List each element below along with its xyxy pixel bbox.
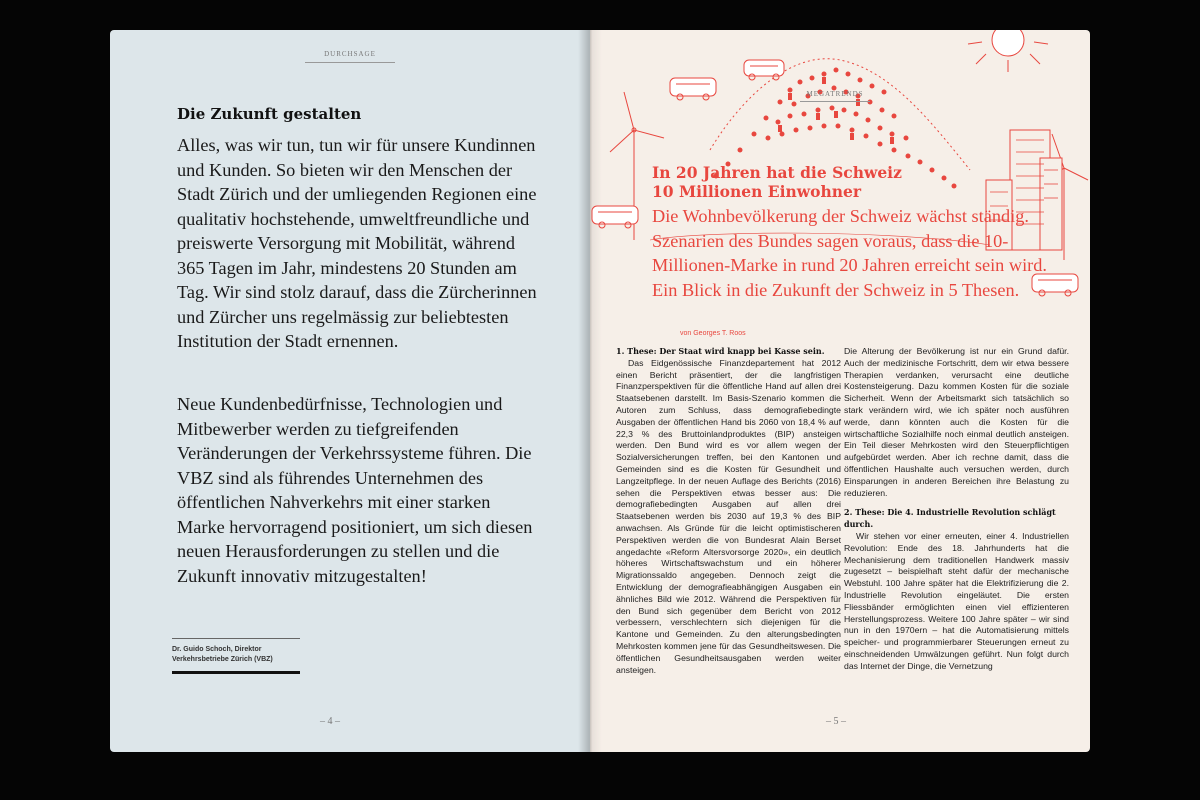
- article-lead: Die Wohnbevölkerung der Schweiz wächst ständig. Szenarien des Bundes sagen voraus, dass die 10-Millionen-Marke in rund 20 Jahren erreicht sein wird. Ein Blick in die Zukunft der Schweiz in 5 Thesen.: [652, 206, 1047, 300]
- text-column-right: [844, 346, 1069, 673]
- article-heading: [652, 163, 902, 201]
- page-number-left: – 4 –: [320, 716, 340, 727]
- credit-bar: [172, 671, 300, 674]
- heading-line-2: 10 Millionen Einwohner: [652, 182, 862, 201]
- thesis-1-title: 1. These: Der Staat wird knapp bei Kasse sein.: [616, 346, 825, 356]
- body-paragraph: Das Eidgenössische Finanzdepartement hat 2012 einen Bericht präsentiert, der die langfristigen Finanzperspektiven für die öffentliche Hand auf allen drei Staatsebenen darstellt. Im Basis-Szenario kommen die Autoren zum Schluss, dass demografiebedingte Ausgaben der öffentlichen Hand bis 2060 von 18,4 % auf 22,3 % des Bruttoinlandproduktes (BIP) ansteigen werden. Den Bund wird es vor allem wegen der Sozialversicherungen treffen, bei den Kantonen und Gemeinden sind es die Kosten für Gesundheit und Langzeitpflege. In der neuen Auflage des Berichts (2016) sehen die Perspektiven etwas besser aus: Die demografiebedingten Ausgaben auf allen drei Staatsebenen werden bis 2030 auf 19,3 % des BIP anwachsen. Als Gründe für die leicht optimistischeren Perspektiven werden die von Bundesrat Alain Berset angedachte «Reform Altersvorsorge 2020», ein deutlich höheres Wirtschaftswachstum und ein höherer Migrationssaldo angegeben. Dennoch zeigt die Entwicklung der demografieabhängigen Ausgaben ein ähnliches Bild wie 2012. Während die Perspektiven für den Bund sich gegenüber dem Bericht von 2012 verbessern, verschlechtern sich diejenigen für die Kantone und Gemeinden. Zu den alterungsbedingten Mehrkosten kommen jene für das Gesundheitswesen. Die öffentlichen Gesundheitsausgaben werden weiter ansteigen.: [616, 357, 841, 675]
- body-paragraph: Die Alterung der Bevölkerung ist nur ein Grund dafür. Auch der medizinische Fortschritt, dem wir etwa bessere Therapien verdanken, verursacht eine deutliche Kostensteigerung. Dazu kommen Kosten für die soziale Sicherheit. Wenn der Arbeitsmarkt sich tatsächlich so stark verändern wird, wie ich später noch ausführen werde, dann könnten auch die Kosten für die wirtschaftliche Sozialhilfe noch einmal deutlich ansteigen. Ein Teil dieser Mehrkosten wird den Steuerpflichtigen aufgebürdet werden. Aber ich rechne damit, dass die öffentlichen Haushalte auch versuchen werden, durch Einsparungen in anderen Bereichen ihre Belastung zu reduzieren.: [844, 346, 1069, 498]
- bus-icon: [592, 206, 638, 228]
- body-paragraph: Wir stehen vor einer erneuten, einer 4. Industriellen Revolution: Ende des 18. Jahrhunderts hat die Mechanisierung dem traditionellen Handwerk massiv zugesetzt – beispielhaft steht dafür der mechanische Webstuhl. 100 Jahre später hat die Elektrifizierung die 2. Industrielle Revolution eingeläutet. Die ersten Fliessbänder ermöglichten einen viel effizienteren Herstellungsprozess. Weitere 100 Jahre später – wir sind nun in den 1970ern – hat die Automatisierung mittels speicher- und programmierbarer Steuerungen erneut zu einschneidenden Umwälzungen geführt. Nun folgt durch das Internet der Dinge, die Vernetzung: [844, 530, 1069, 671]
- left-running-head: DURCHSAGE: [305, 50, 395, 63]
- page-number-right: – 5 –: [826, 716, 846, 727]
- thesis-2-title: 2. These: Die 4. Industrielle Revolution schlägt durch.: [844, 507, 1056, 530]
- author-credit: Dr. Guido Schoch, Direktor Verkehrsbetriebe Zürich (VBZ): [172, 646, 273, 663]
- right-running-head: MEGATRENDS: [800, 90, 870, 102]
- byline: von Georges T. Roos: [680, 330, 746, 337]
- heading-line-1: In 20 Jahren hat die Schweiz: [652, 163, 902, 182]
- text-column-left: [616, 346, 841, 676]
- left-paragraph-2: Neue Kundenbedürfnisse, Technologien und Mitbewerber werden zu tiefgreifenden Veränderungen der Verkehrssysteme führen. Die VBZ sind als führendes Unternehmen des öffentlichen Nahverkehrs mit einer starken Marke hervorragend positioniert, um sich diesen neuen Herausforderungen zu stellen und die Zukunft innovativ mitzugestalten!: [177, 394, 533, 586]
- credit-rule: [172, 638, 300, 639]
- bus-icon: [670, 78, 716, 100]
- bus-icon: [744, 60, 784, 80]
- left-paragraph-1: Alles, was wir tun, tun wir für unsere Kundinnen und Kunden. So bieten wir den Menschen der Stadt Zürich und der umliegenden Regionen eine qualitativ hochstehende, umweltfreundliche und preiswerte Versorgung mit Mobilität, während 365 Tagen im Jahr, mindestens 20 Stunden am Tag. Wir sind stolz darauf, dass die Zürcherinnen und Zürcher uns regelmässig zur beliebtesten Institution der Stadt ernennen.: [177, 135, 537, 351]
- left-heading: Die Zukunft gestalten: [177, 105, 362, 123]
- sun-icon: [968, 30, 1048, 72]
